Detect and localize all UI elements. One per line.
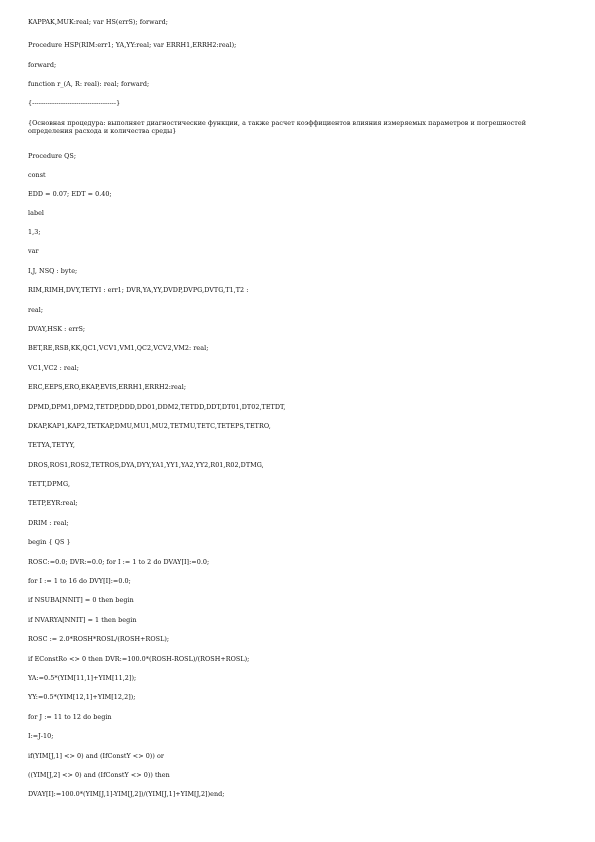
code-line: 1,3; [28, 228, 41, 236]
code-line: TETYA,TETYY, [28, 441, 75, 449]
code-line: ROSC := 2.0*ROSH*ROSL/(ROSH+ROSL); [28, 635, 170, 643]
code-line: forward; [28, 61, 57, 69]
code-line: YY:=0.5*(YIM[12,1]+YIM[12,2]); [28, 693, 136, 701]
code-line: BET,RE,RSB,KK,QC1,VCV1,VM1,QC2,VCV2,VM2: real; [28, 344, 209, 352]
code-line: {Основная процедура: выполняет диагностические функции, а также расчет коэффициентов влияния измеряемых параметров и погрешностей определения расхода и количества среды} [28, 119, 529, 135]
code-line: begin { QS } [28, 538, 71, 546]
code-line: for J := 11 to 12 do begin [28, 713, 112, 721]
code-line: TETP,EYR:real; [28, 499, 78, 507]
code-line: DKAP,KAP1,KAP2,TETKAP,DMU,MU1,MU2,TETMU,TETC,TETEPS,TETRO, [28, 422, 271, 430]
code-line: I:=J-10; [28, 732, 54, 740]
code-line: Procedure QS; [28, 152, 77, 160]
code-line: Procedure HSP(RIM:err1; YA,YY:real; var ERRH1,ERRH2:real); [28, 41, 237, 49]
code-line: function r_(A, R: real): real; forward; [28, 80, 150, 88]
code-line: if NVARYA[NNIT] = 1 then begin [28, 616, 137, 624]
code-line: I,J, NSQ : byte; [28, 267, 78, 275]
code-line: VC1,VC2 : real; [28, 364, 79, 372]
code-line: if NSUBA[NNIT] = 0 then begin [28, 596, 134, 604]
code-line: for I := 1 to 16 do DVY[I]:=0.0; [28, 577, 131, 585]
code-line: ((YIM[J,2] <> 0) and (IfConstY <> 0)) then [28, 771, 170, 779]
code-line: real; [28, 306, 44, 314]
code-line: if(YIM[J,1] <> 0) and (IfConstY <> 0)) or [28, 752, 164, 760]
code-line: DRIM : real; [28, 519, 69, 527]
code-line: TETT,DPMG, [28, 480, 71, 488]
code-line: KAPPAK,MUK:real; var HS(errS); forward; [28, 18, 168, 26]
code-line: const [28, 171, 46, 179]
code-line: DVAY,HSK : errS; [28, 325, 86, 333]
code-line: EDD = 0.07; EDT = 0.40; [28, 190, 112, 198]
code-line: label [28, 209, 45, 217]
code-line: {--------------------------------------} [28, 99, 121, 107]
code-line: ROSC:=0.0; DVR:=0.0; for I := 1 to 2 do DVAY[I]:=0.0; [28, 558, 210, 566]
code-line: DROS,ROS1,ROS2,TETROS,DYA,DYY,YA1,YY1,YA2,YY2,R01,R02,DTMG, [28, 461, 264, 469]
code-line: DPMD,DPM1,DPM2,TETDP,DDD,DD01,DDM2,TETDD,DDT,DT01,DT02,TETDT, [28, 403, 286, 411]
code-line: var [28, 247, 39, 255]
code-line: if EConstRo <> 0 then DVR:=100.0*(ROSH-ROSL)/(ROSH+ROSL); [28, 655, 250, 663]
code-line: YA:=0.5*(YIM[11,1]+YIM[11,2]); [28, 674, 137, 682]
code-line: ERC,EEPS,ERO,EKAP,EVIS,ERRH1,ERRH2:real; [28, 383, 187, 391]
code-line: DVAY[I]:=100.0*(YIM[J,1]-YIM[J,2])/(YIM[J,1]+YIM[J,2])end; [28, 790, 225, 798]
code-line: RIM,RIMH,DVY,TETYI : err1; DVR,YA,YY,DVDP,DVPG,DVTG,T1,T2 : [28, 286, 249, 294]
